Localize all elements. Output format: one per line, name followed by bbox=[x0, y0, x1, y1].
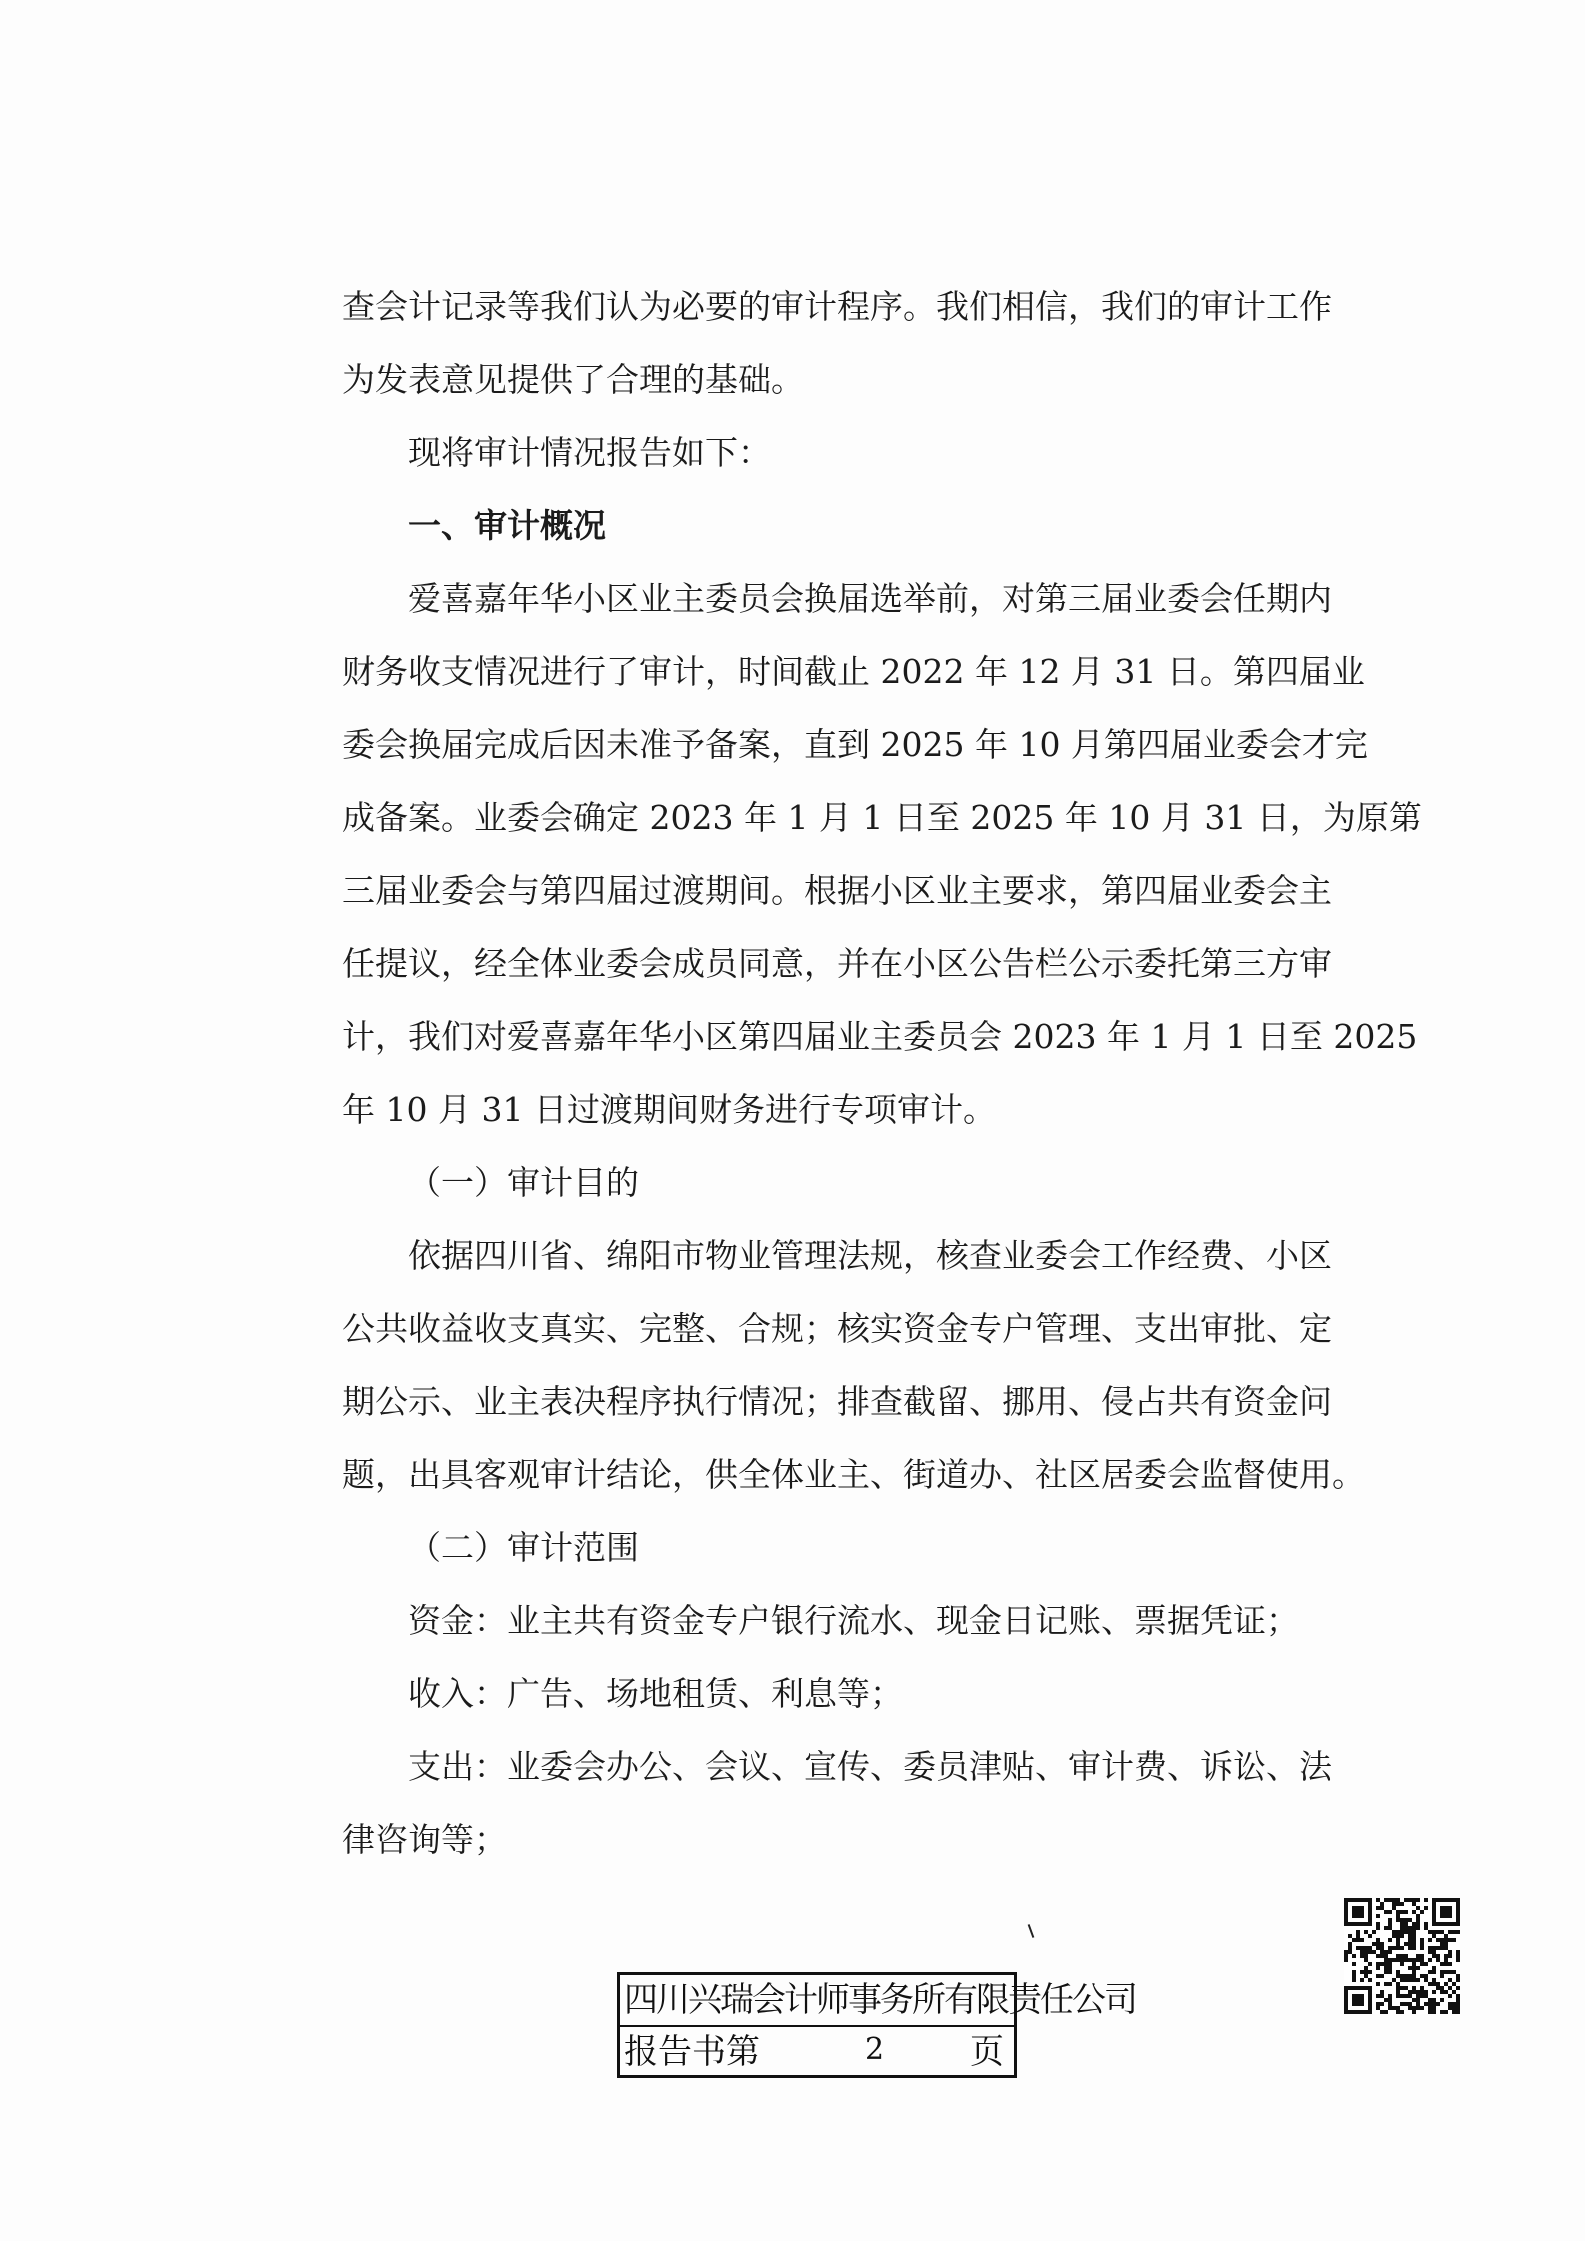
purpose-line-3: 期公示、业主表决程序执行情况；排查截留、挪用、侵占共有资金问 bbox=[342, 1382, 1332, 1421]
overview-line-5: 三届业委会与第四届过渡期间。根据小区业主要求，第四届业委会主 bbox=[342, 871, 1332, 910]
page-label bbox=[620, 2027, 1014, 2077]
overview-line-8: 年 10 月 31 日过渡期间财务进行专项审计。 bbox=[342, 1090, 996, 1129]
scope-income-line: 收入：广告、场地租赁、利息等； bbox=[408, 1674, 903, 1713]
purpose-line-4: 题，出具客观审计结论，供全体业主、街道办、社区居委会监督使用。 bbox=[342, 1455, 1365, 1494]
firm-name: 四川兴瑞会计师事务所有限责任公司 bbox=[620, 1975, 1014, 2027]
page-label-prefix: 报告书第 bbox=[624, 2032, 760, 2072]
body-line-1: 查会计记录等我们认为必要的审计程序。我们相信，我们的审计工作 bbox=[342, 287, 1332, 326]
purpose-line-1: 依据四川省、绵阳市物业管理法规，核查业委会工作经费、小区 bbox=[408, 1236, 1332, 1275]
qr-code-graphic bbox=[1344, 1898, 1460, 2014]
overview-line-2: 财务收支情况进行了审计，时间截止 2022 年 12 月 31 日。第四届业 bbox=[342, 652, 1365, 691]
document-body bbox=[342, 270, 1422, 1876]
scope-funds-line: 资金：业主共有资金专户银行流水、现金日记账、票据凭证； bbox=[408, 1601, 1299, 1640]
scan-artifact-mark bbox=[1028, 1924, 1035, 1938]
purpose-line-2: 公共收益收支真实、完整、合规；核实资金专户管理、支出审批、定 bbox=[342, 1309, 1332, 1348]
scope-expense-line-2: 律咨询等； bbox=[342, 1820, 507, 1859]
page-label-suffix: 页 bbox=[970, 2032, 1004, 2072]
report-footer-box bbox=[617, 1972, 1136, 2078]
qr-code-icon bbox=[1344, 1898, 1460, 2014]
subheading-purpose: （一）审计目的 bbox=[408, 1163, 639, 1202]
overview-line-7: 计，我们对爱喜嘉年华小区第四届业主委员会 2023 年 1 月 1 日至 2025 bbox=[342, 1017, 1418, 1056]
overview-line-1: 爱喜嘉年华小区业主委员会换届选举前，对第三届业委会任期内 bbox=[408, 579, 1332, 618]
body-line-2: 为发表意见提供了合理的基础。 bbox=[342, 360, 804, 399]
overview-line-6: 任提议，经全体业委会成员同意，并在小区公告栏公示委托第三方审 bbox=[342, 944, 1332, 983]
scope-expense-line-1: 支出：业委会办公、会议、宣传、委员津贴、审计费、诉讼、法 bbox=[408, 1747, 1332, 1786]
page-number: 2 bbox=[865, 2032, 885, 2067]
intro-line: 现将审计情况报告如下： bbox=[408, 433, 771, 472]
section-heading-overview: 一、审计概况 bbox=[408, 506, 606, 545]
subheading-scope: （二）审计范围 bbox=[408, 1528, 639, 1567]
overview-line-3: 委会换届完成后因未准予备案，直到 2025 年 10 月第四届业委会才完 bbox=[342, 725, 1368, 764]
overview-line-4: 成备案。业委会确定 2023 年 1 月 1 日至 2025 年 10 月 31 日，为原第 bbox=[342, 798, 1422, 837]
